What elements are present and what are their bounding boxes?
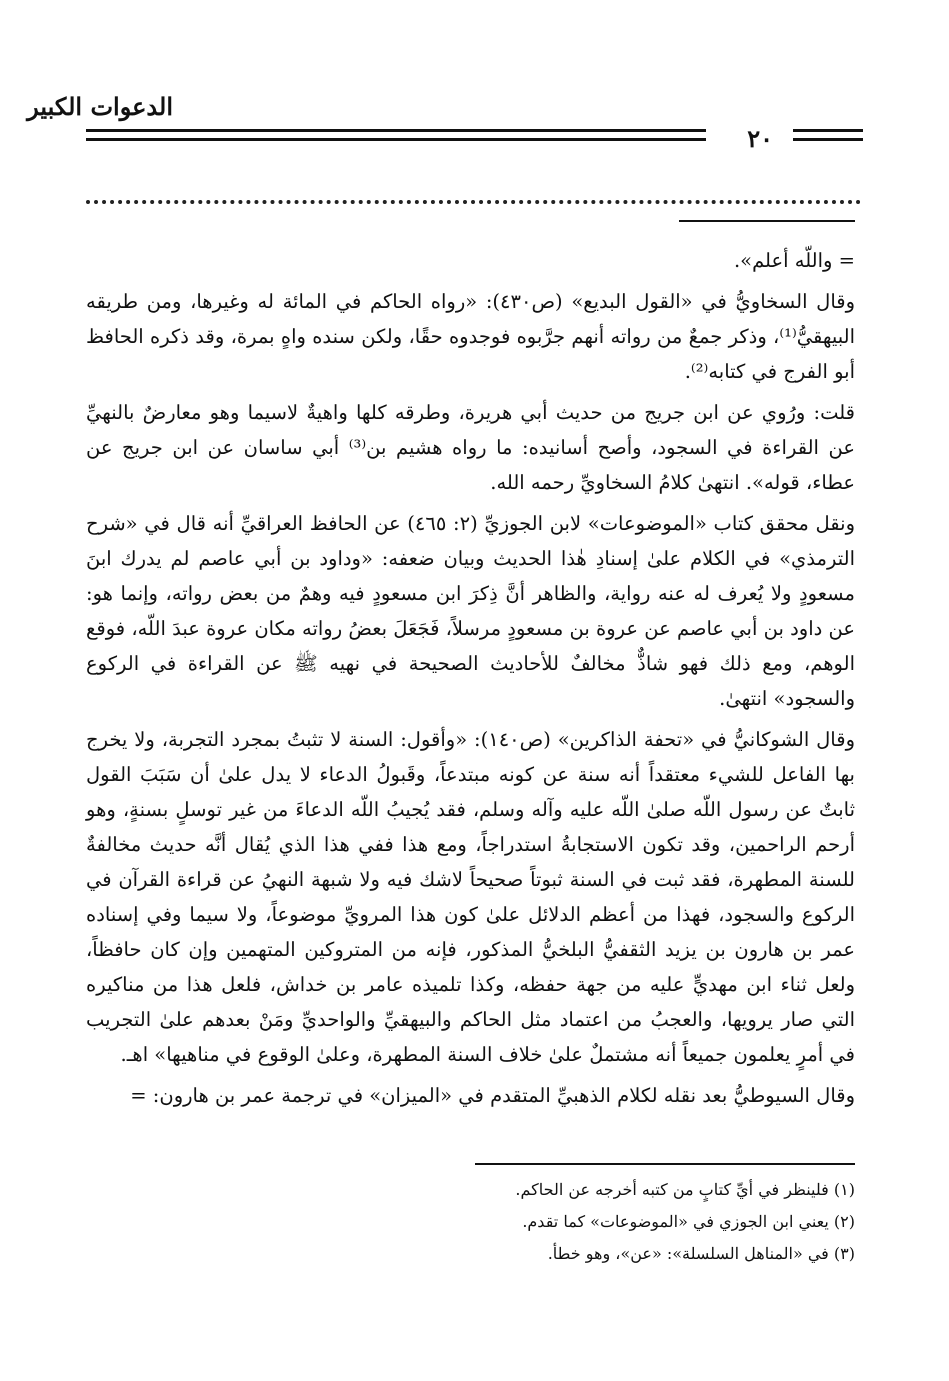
footnotes xyxy=(86,1174,855,1270)
paragraph: ونقل محقق كتاب «الموضوعات» لابن الجوزيِّ (٢: ٤٦٥) عن الحافظ العراقيِّ أنه قال في «شرح الترمذي» في الكلام علىٰ إسنادِ هٰذا الحديث وبيان ضعفه: «وداود بن أبي عاصم لم يدرك ابنَ مسعودٍ ولا يُعرف له عنه رواية، والظاهر أنَّ ذِكرَ ابن مسعودٍ فيه وهمٌ من بعض رواته، وإنما هو: عن داود بن أبي عاصم عن عروة بن مسعودٍ مرسلاً، فَجَعَلَ بعضُ رواته مكان عروة عبدَ اللّه، فوقع الوهم، ومع ذلك فهو شاذٌّ مخالفٌ للأحاديث الصحيحة في نهيه ﷺ عن القراءة في الركوع والسجود» انتهىٰ. xyxy=(86,512,855,710)
main-text xyxy=(86,243,855,1119)
running-title: الدعوات الكبير xyxy=(27,92,173,121)
paragraph: وقال السخاويُّ في «القول البديع» (ص٤٣٠): «رواه الحاكم في المائة له وغيرها، ومن طريقه البيهقيُّ⁽¹⁾، وذكر جمعٌ من رواته أنهم جرَّبوه فوجدوه حقًا، ولكن سنده واهٍ بمرة، وقد ذكره الحافظ أبو الفرج في كتابه⁽²⁾. xyxy=(86,290,856,383)
header-rule-top xyxy=(86,129,706,132)
footnote: (٣) في «المناهل السلسلة»: «عن»، وهو خطأ. xyxy=(547,1244,855,1263)
page-header xyxy=(27,92,863,162)
paragraph: قلت: ورُوي عن ابن جريج من حديث أبي هريرة، وطرقه كلها واهيةٌ لاسيما وهو معارضٌ بالنهيِّ عن القراءة في السجود، وأصح أسانيده: ما رواه هشيم بن⁽³⁾ أبي ساسان عن ابن جريج عن عطاء، قوله». انتهىٰ كلامُ السخاويِّ رحمه الله. xyxy=(86,401,855,494)
dotted-separator xyxy=(86,200,861,204)
footnote: (١) فلينظر في أيِّ كتابٍ من كتبه أخرجه عن الحاكم. xyxy=(515,1180,855,1199)
footnote: (٢) يعني ابن الجوزي في «الموضوعات» كما تقدم. xyxy=(522,1212,855,1231)
paragraph: = واللّه أعلم». xyxy=(733,249,855,272)
page-number: ٢٠ xyxy=(747,124,773,153)
paragraph: وقال السيوطيُّ بعد نقله لكلام الذهبيِّ المتقدم في «الميزان» في ترجمة عمر بن هارون: = xyxy=(130,1084,855,1107)
header-rule-right-top xyxy=(793,129,863,132)
header-rule-bottom xyxy=(86,138,706,141)
header-rule-right-bottom xyxy=(793,138,863,141)
footnote-rule xyxy=(475,1163,855,1165)
section-rule xyxy=(679,220,855,222)
paragraph: وقال الشوكانيُّ في «تحفة الذاكرين» (ص١٤٠): «وأقول: السنة لا تثبتُ بمجرد التجربة، ولا يخرج بها الفاعل للشيء معتقداً أنه سنة عن كونه مبتدعاً، وقَبولُ الدعاء لا يدل علىٰ أن سَبَبَ القول ثابتٌ عن رسول اللّه صلىٰ اللّه عليه وآله وسلم، فقد يُجيبُ اللّه الدعاءَ من غير توسلٍ بسنةٍ، وهو أرحم الراحمين، وقد تكون الاستجابةُ استدراجاً، ومع هذا ففي هذا الذي يُقال أنَّه حديث مخالفةٌ للسنة المطهرة، فقد ثبت في السنة ثبوتاً صحيحاً لاشك فيه ولا شبهة النهيُ عن قراءة القرآن في الركوع والسجود، فهذا من أعظم الدلائل علىٰ كون هذا المرويِّ موضوعاً، ولا سيما وفي إسناده عمر بن هارون بن يزيد الثقفيُّ البلخيُّ المذكور، فإنه من المتروكين المتهمين وإن كان حافظاً، ولعل ثناء ابن مهديٍّ عليه من جهة حفظه، وكذا تلميذه عامر بن خداش، فلعل هذا من مناكيره التي صار يرويها، والعجبُ من اعتماد مثل الحاكم والبيهقيِّ والواحديِّ ومَنْ بعدهم علىٰ التجريب في أمرٍ يعلمون جميعاً أنه مشتملٌ علىٰ خلاف السنة المطهرة، وعلىٰ الوقوع في مناهيها» اهـ. xyxy=(86,728,855,1066)
